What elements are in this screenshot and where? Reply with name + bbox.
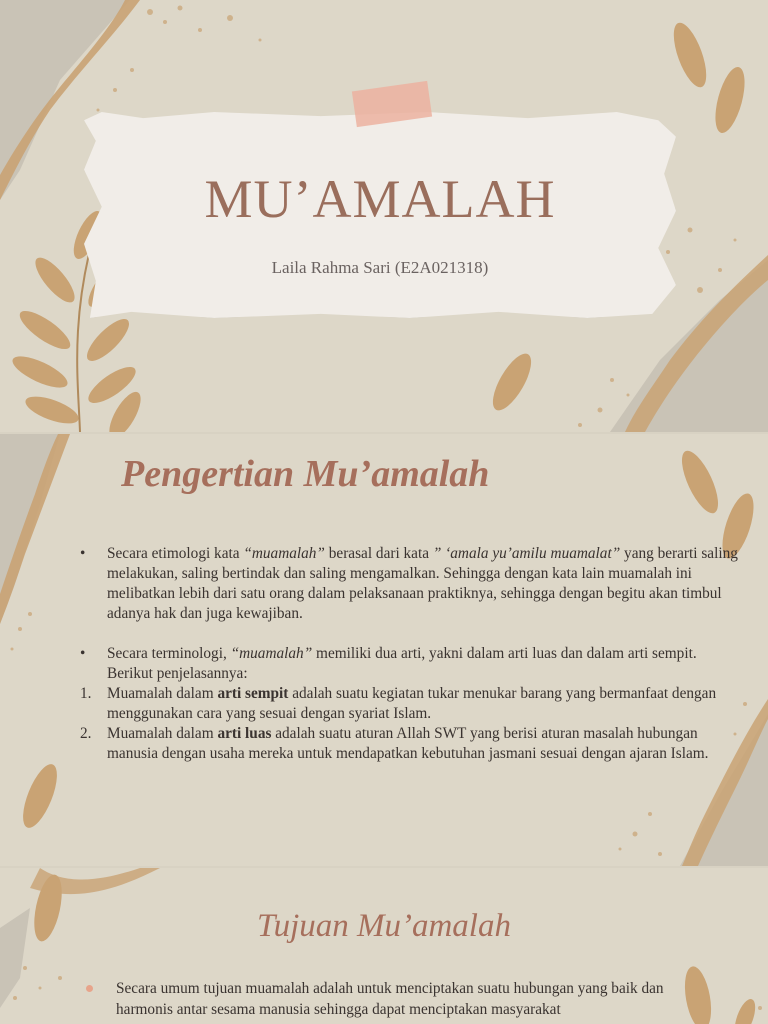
list-item — [74, 644, 744, 684]
section-heading: Pengertian Mu’amalah — [121, 453, 490, 495]
bullet-dot — [86, 985, 93, 992]
title-slide — [0, 0, 768, 432]
text-span: adalah suatu aturan Allah SWT yang berisi aturan masalah hubungan manusia dengan usaha mereka untuk mendapatkan kebutuhan jasmani sesuai dengan ajaran Islam. — [107, 725, 709, 762]
italic-term: ” ‘amala yu’amilu muamalat” — [432, 545, 621, 562]
italic-term: “muamalah” — [230, 645, 313, 662]
leaf-icon — [486, 348, 539, 415]
leaf-icon — [731, 996, 760, 1024]
numbered-item — [74, 684, 744, 724]
leaf-icon — [675, 446, 725, 518]
paragraph: Secara umum tujuan muamalah adalah untuk menciptakan suatu hubungan yang baik dan harmonis antar sesama manusia sehingga dapat menciptakan masyarakat — [116, 980, 664, 1018]
bullet-marker: • — [80, 545, 86, 562]
purpose-body — [88, 978, 688, 1020]
leaf-icon — [16, 760, 64, 832]
bold-term: arti sempit — [217, 685, 289, 702]
section-heading: Tujuan Mu’amalah — [257, 908, 511, 944]
text-span: Muamalah dalam — [107, 725, 218, 742]
list-number: 1. — [80, 685, 92, 702]
bold-term: arti luas — [217, 725, 272, 742]
slide-title: MU’AMALAH — [204, 169, 556, 229]
author-name: Laila Rahma Sari (E2A021318) — [271, 258, 489, 277]
text-span: Secara terminologi, — [107, 645, 231, 662]
numbered-item — [74, 724, 744, 764]
leaf-icon — [710, 64, 751, 136]
spacer — [74, 624, 744, 644]
text-span: berasal dari kata — [324, 545, 433, 562]
bullet-marker: • — [80, 645, 86, 662]
text-span: adalah suatu kegiatan tukar menukar barang yang bermanfaat dengan menggunakan cara yang sesuai dengan syariat Islam. — [107, 685, 717, 722]
list-item — [74, 544, 744, 624]
text-span: Muamalah dalam — [107, 685, 218, 702]
list-number: 2. — [80, 725, 92, 742]
text-span: yang berarti saling melakukan, saling bertindak dan saling mengamalkan. Sehingga dengan kata lain muamalah ini melibatkan lebih dari satu orang dalam pelaksanaan praktiknya, sehingga dengan begitu akan timbul adanya hak dan juga kewajiban. — [107, 545, 738, 622]
leaf-icon — [667, 19, 713, 91]
definition-body — [74, 544, 744, 764]
italic-term: “muamalah” — [243, 545, 325, 562]
text-span: memiliki dua arti, yakni dalam arti luas dan dalam arti sempit. Berikut penjelasannya: — [107, 645, 697, 682]
text-span: Secara etimologi kata — [107, 545, 244, 562]
